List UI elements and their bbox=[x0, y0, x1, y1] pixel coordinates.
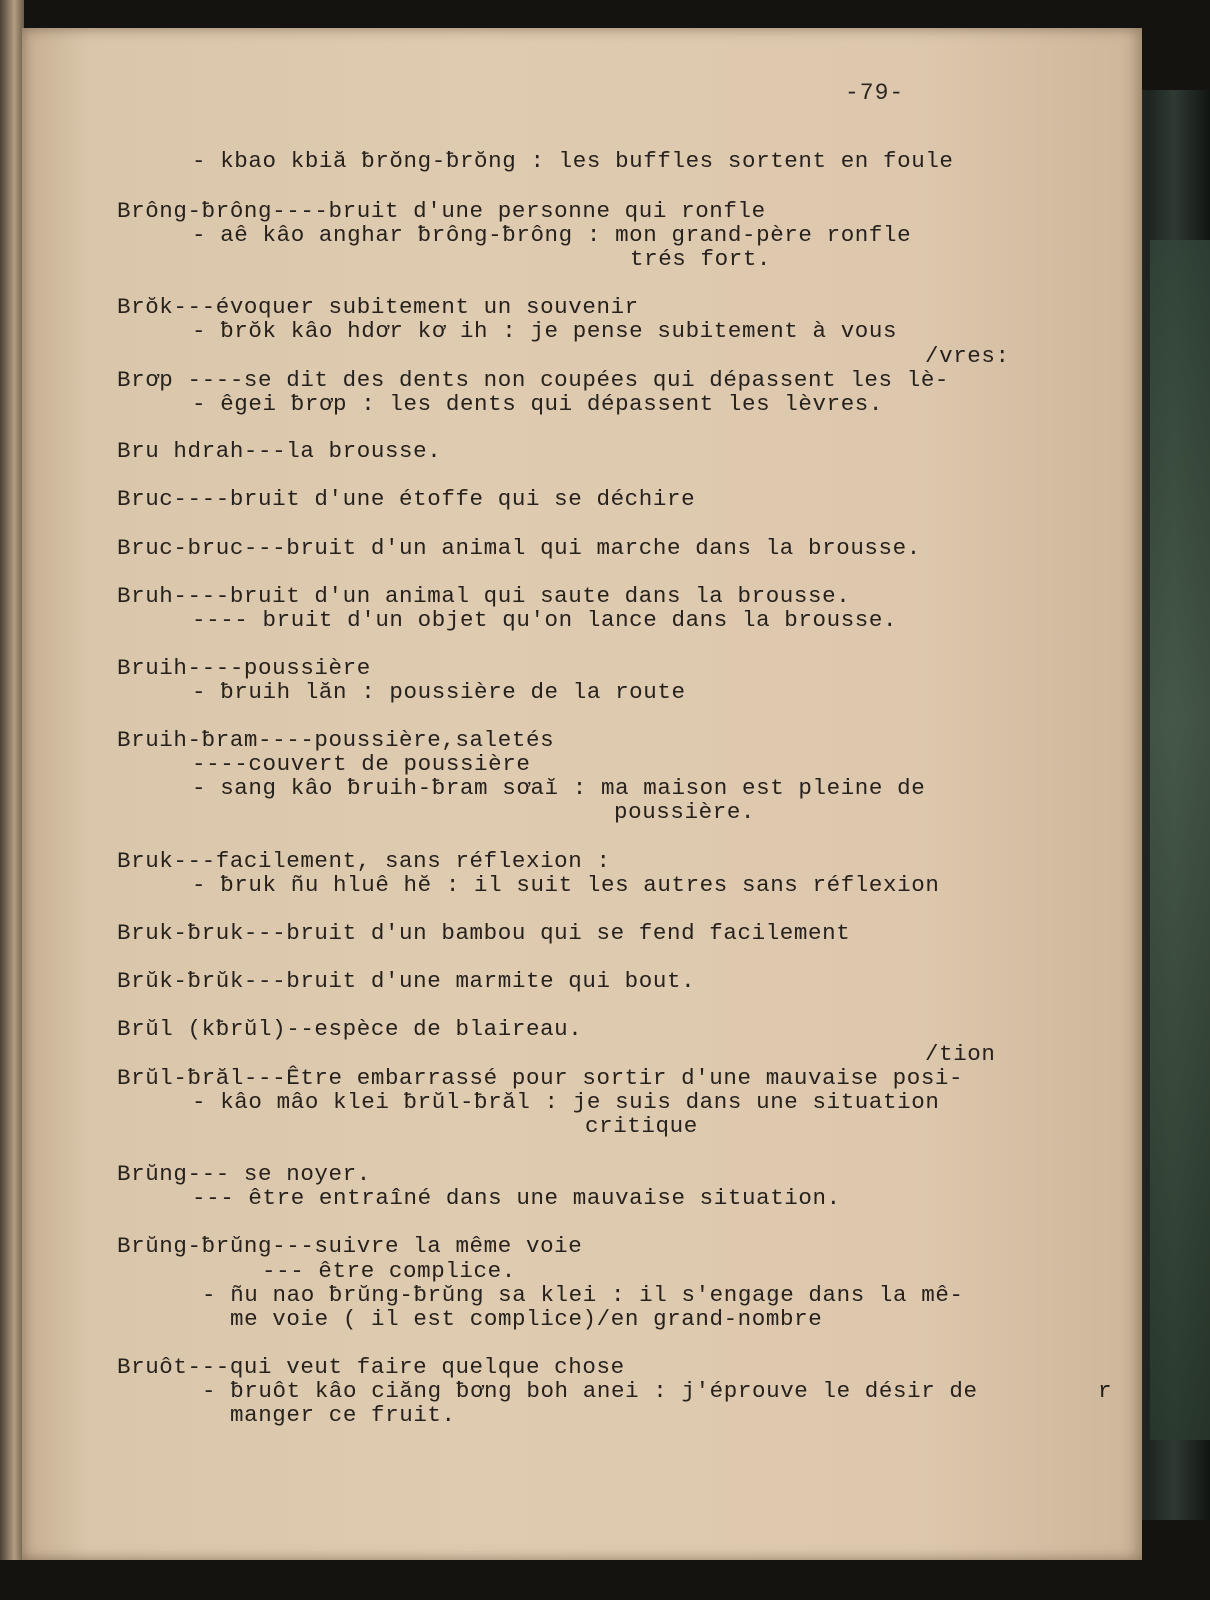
entry-continuation: /vres: bbox=[925, 343, 1010, 369]
entry-line: - ñu nao ƀrŭng-ƀrŭng sa klei : il s'engage dans la mê- bbox=[202, 1282, 964, 1308]
entry-line: me voie ( il est complice)/en grand-nombre bbox=[230, 1306, 823, 1332]
entry-line: - kbao kbiă ƀrŏng-ƀrŏng : les buffles sortent en foule bbox=[192, 148, 954, 174]
entry-line: ----couvert de poussière bbox=[192, 751, 531, 777]
entry-headword-line: Bruôt---qui veut faire quelque chose bbox=[117, 1354, 625, 1380]
entry-line: ---- bruit d'un objet qu'on lance dans la brousse. bbox=[192, 607, 898, 633]
entry-line: - kâo mâo klei ƀrŭl-ƀrăl : je suis dans une situation bbox=[192, 1089, 940, 1115]
entry-line: --- être complice. bbox=[262, 1258, 516, 1284]
facing-page-edge bbox=[0, 0, 24, 1560]
entry-headword-line: Brŭl-ƀrăl---Être embarrassé pour sortir d'une mauvaise posi- bbox=[117, 1065, 964, 1091]
entry-headword-line: Bruk---facilement, sans réflexion : bbox=[117, 848, 611, 874]
entry-headword-line: Bruc----bruit d'une étoffe qui se déchire bbox=[117, 486, 696, 512]
book-cover-edge bbox=[1150, 240, 1210, 1440]
entry-line: - sang kâo ƀruih-ƀram sơaĭ : ma maison est pleine de bbox=[192, 775, 926, 801]
entry-headword-line: Brông-ƀrông----bruit d'une personne qui ronfle bbox=[117, 198, 766, 224]
entry-headword-line: Brơp ----se dit des dents non coupées qui dépassent les lè- bbox=[117, 367, 950, 393]
entry-headword-line: Bruih-ƀram----poussière,saletés bbox=[117, 727, 555, 753]
entry-line: - aê kâo anghar ƀrông-ƀrông : mon grand-père ronfle bbox=[192, 222, 912, 248]
entry-headword-line: Brŭl (kƀrŭl)--espèce de blaireau. bbox=[117, 1016, 583, 1042]
entry-headword-line: Bruc-bruc---bruit d'un animal qui marche dans la brousse. bbox=[117, 535, 921, 561]
entry-line: manger ce fruit. bbox=[230, 1402, 456, 1428]
entry-headword-line: Brŏk---évoquer subitement un souvenir bbox=[117, 294, 639, 320]
entry-line: poussière. bbox=[614, 799, 756, 825]
entry-line: - ƀruôt kâo ciăng ƀơng boh anei : j'éprouve le désir de bbox=[202, 1378, 978, 1404]
entry-headword-line: Brŭk-ƀrŭk---bruit d'une marmite qui bout. bbox=[117, 968, 696, 994]
entry-headword-line: Bruk-ƀruk---bruit d'un bambou qui se fend facilement bbox=[117, 920, 851, 946]
page-number: -79- bbox=[845, 80, 905, 106]
entry-line: - ƀruk ñu hluê hĕ : il suit les autres sans réflexion bbox=[192, 872, 940, 898]
entry-headword-line: Brŭng--- se noyer. bbox=[117, 1161, 371, 1187]
entry-headword-line: Bruh----bruit d'un animal qui saute dans la brousse. bbox=[117, 583, 851, 609]
entry-headword-line: Brŭng-ƀrŭng---suivre la même voie bbox=[117, 1233, 583, 1259]
entry-line: trés fort. bbox=[630, 246, 772, 272]
entry-line: - ƀruih lăn : poussière de la route bbox=[192, 679, 686, 705]
entry-line: critique bbox=[585, 1113, 698, 1139]
entry-continuation: /tion bbox=[925, 1041, 996, 1067]
entry-headword-line: Bruih----poussière bbox=[117, 655, 371, 681]
entry-line: - êgei ƀrơp : les dents qui dépassent les lèvres. bbox=[192, 391, 884, 417]
entry-line: - ƀrŏk kâo hdơr kơ ih : je pense subitement à vous bbox=[192, 318, 898, 344]
margin-mark: r bbox=[1098, 1378, 1113, 1404]
entry-headword-line: Bru hdrah---la brousse. bbox=[117, 438, 442, 464]
entry-line: --- être entraîné dans une mauvaise situation. bbox=[192, 1185, 841, 1211]
